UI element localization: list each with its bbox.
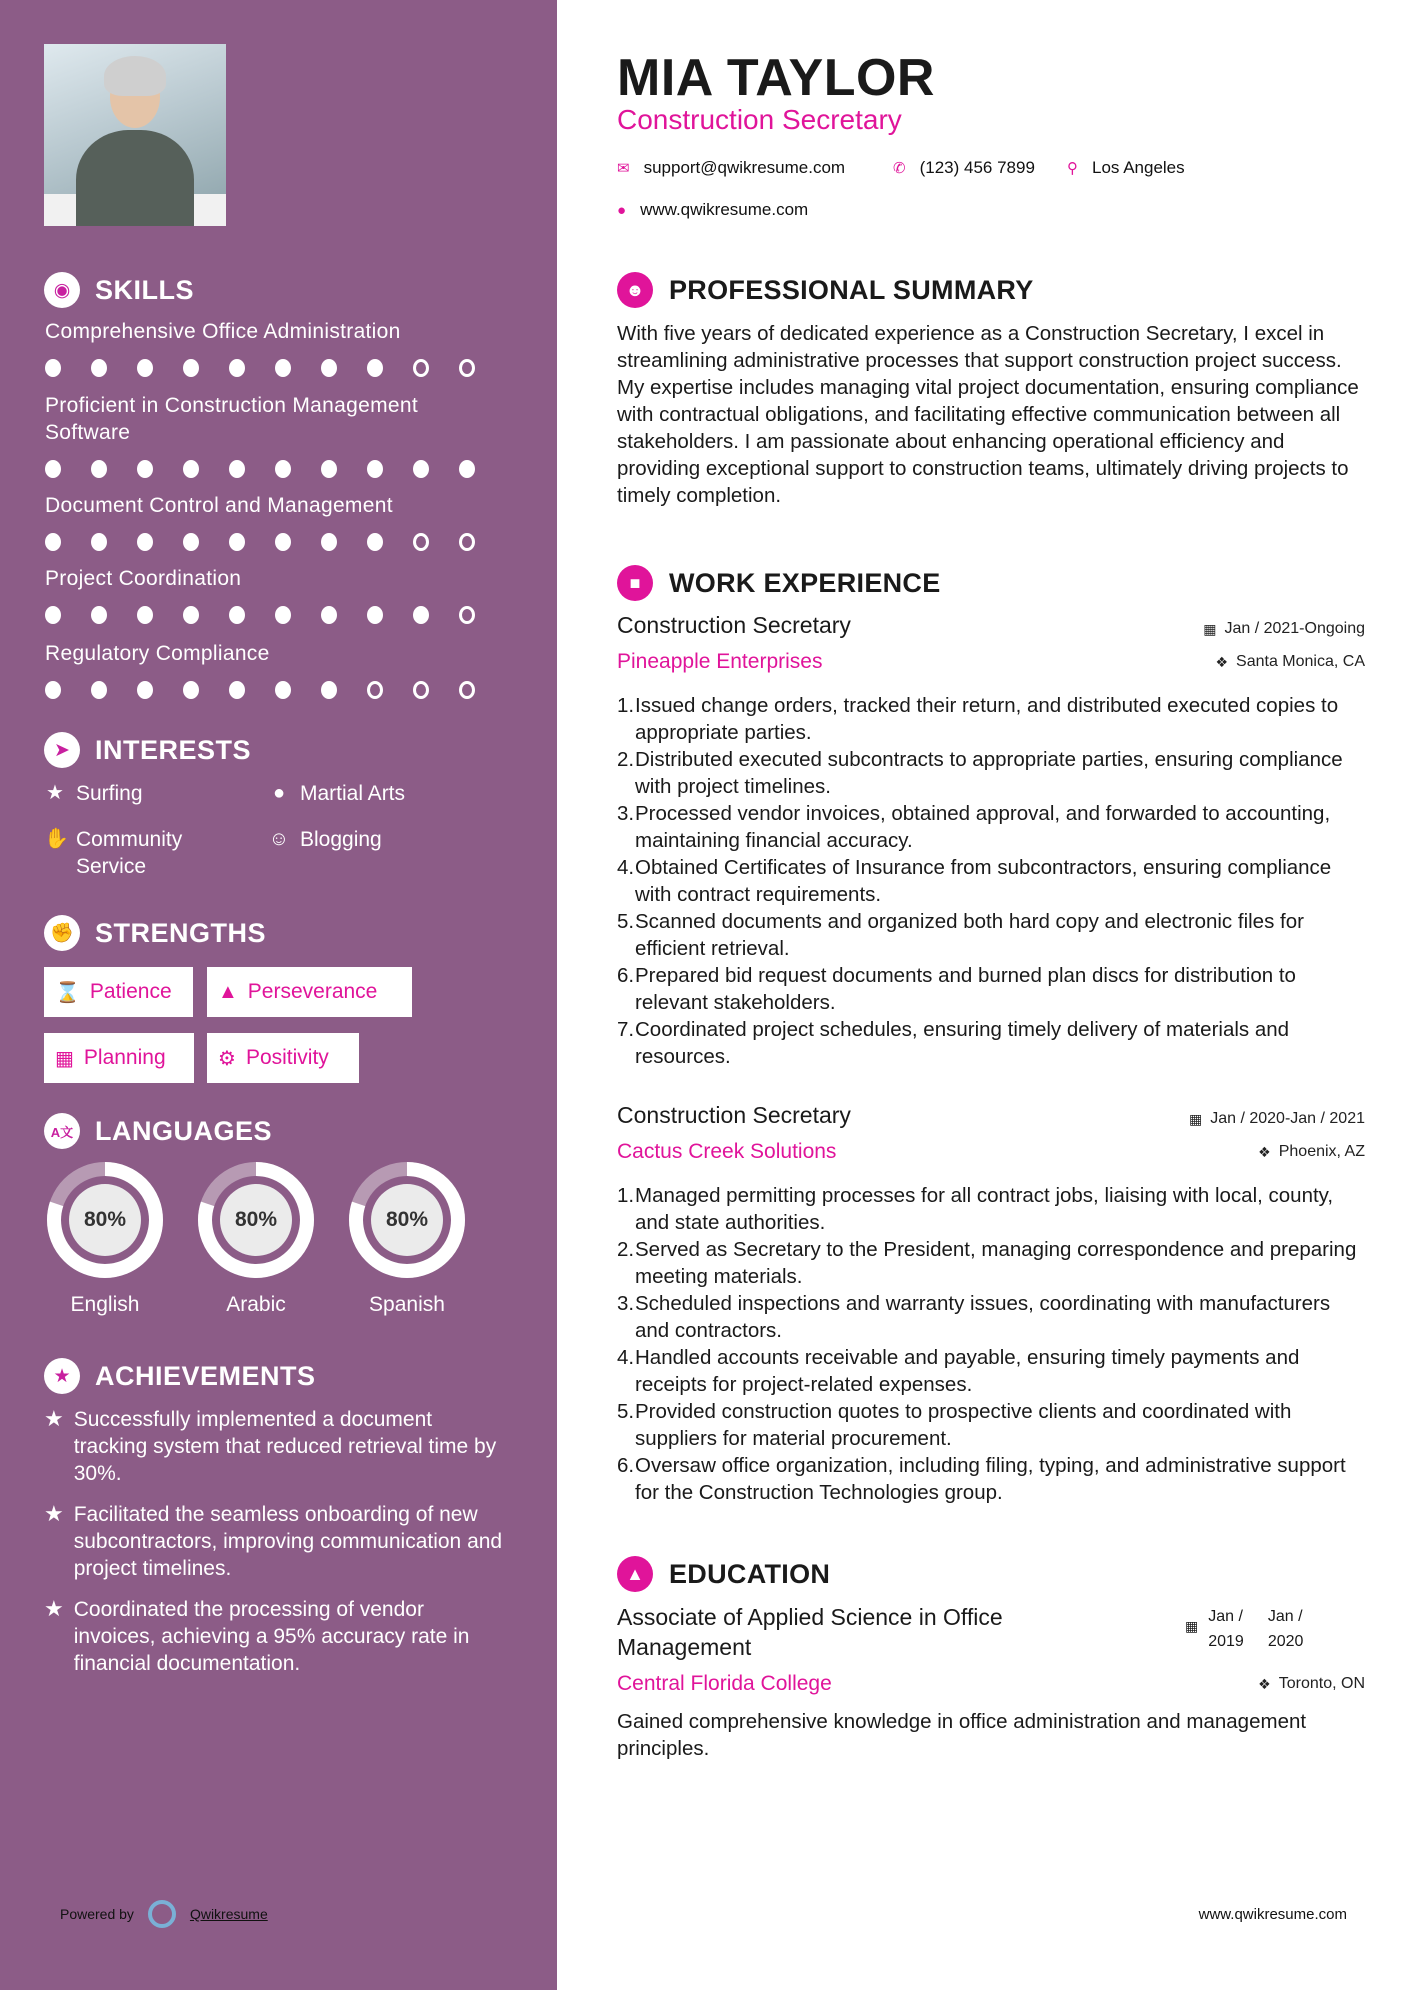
- list-item: [617, 1290, 1367, 1344]
- star-icon: ★: [46, 782, 64, 804]
- rating-dot-empty: [413, 359, 429, 377]
- strength-badge: ⚙ Positivity: [207, 1033, 359, 1083]
- list-text: Managed permitting processes for all contract jobs, liaising with local, county, and state authorities.: [635, 1184, 1334, 1234]
- job-bullets: [617, 692, 1367, 1070]
- rating-dot-filled: [91, 533, 107, 551]
- rating-dot-filled: [45, 359, 61, 377]
- list-text: Processed vendor invoices, obtained approval, and forwarded to accounting, maintaining financial accuracy.: [635, 802, 1331, 852]
- list-text: Coordinated project schedules, ensuring timely delivery of materials and resources.: [635, 1018, 1290, 1068]
- rating-dot-filled: [229, 533, 245, 551]
- qwikresume-logo-icon: [148, 1900, 176, 1928]
- language-name: English: [70, 1293, 140, 1316]
- list-text: Distributed executed subcontracts to appropriate parties, ensuring compliance with project timelines.: [635, 748, 1343, 798]
- job-company: Pineapple Enterprises: [617, 650, 823, 673]
- skill-rating: [45, 460, 505, 478]
- list-number: 3.: [617, 802, 635, 825]
- strength-badge: ▦ Planning: [44, 1033, 194, 1083]
- skill-rating: [45, 359, 505, 377]
- skill-name: Proficient in Construction Management Software: [45, 394, 418, 444]
- sun-icon: ⚙: [218, 1047, 236, 1070]
- sidebar: [0, 0, 557, 1990]
- strength-badge: ▲ Perseverance: [207, 967, 412, 1017]
- skill-name: Comprehensive Office Administration: [45, 320, 401, 343]
- strength-badge: ⌛ Patience: [44, 967, 193, 1017]
- fist-icon: ✊: [44, 915, 80, 951]
- achievement-item: ★ Coordinated the processing of vendor invoices, achieving a 95% accuracy rate in financial documentation.: [44, 1596, 470, 1675]
- achievement-item: ★ Successfully implemented a document tracking system that reduced retrieval time by 30%.: [44, 1406, 497, 1485]
- contact-phone[interactable]: ✆ (123) 456 7899: [893, 158, 1035, 177]
- job-company: Cactus Creek Solutions: [617, 1140, 837, 1163]
- skill-name: Project Coordination: [45, 567, 242, 590]
- rating-dot-filled: [321, 533, 337, 551]
- list-text: Provided construction quotes to prospective clients and coordinated with suppliers for material procurement.: [635, 1400, 1292, 1450]
- powered-by: Powered by Qwikresume: [60, 1900, 268, 1928]
- star-icon: ★: [44, 1406, 64, 1431]
- rating-dot-filled: [137, 681, 153, 699]
- rating-dot-empty: [413, 533, 429, 551]
- rating-dot-filled: [229, 359, 245, 377]
- paper-plane-icon: ➤: [44, 732, 80, 768]
- list-item: [617, 854, 1367, 908]
- rating-dot-filled: [413, 606, 429, 624]
- skill-item: [45, 318, 505, 377]
- list-text: Obtained Certificates of Insurance from subcontractors, ensuring compliance with contract requirements.: [635, 856, 1332, 906]
- interest-item: ● Martial Arts: [268, 780, 405, 807]
- candidate-role: Construction Secretary: [617, 104, 902, 135]
- star-badge-icon: ★: [44, 1358, 80, 1394]
- rating-dot-filled: [367, 533, 383, 551]
- rating-dot-filled: [183, 681, 199, 699]
- rating-dot-filled: [45, 606, 61, 624]
- rating-dot-filled: [275, 533, 291, 551]
- calendar-icon: ▦: [1185, 1618, 1199, 1634]
- list-item: [617, 1236, 1367, 1290]
- list-number: 6.: [617, 964, 635, 987]
- language-name: Arabic: [226, 1293, 286, 1316]
- list-text: Issued change orders, tracked their return, and distributed executed copies to appropriate parties.: [635, 694, 1339, 744]
- list-number: 1.: [617, 1184, 635, 1207]
- rating-dot-filled: [91, 606, 107, 624]
- rating-dot-filled: [45, 533, 61, 551]
- rating-dot-filled: [275, 460, 291, 478]
- skill-item: [45, 565, 505, 624]
- rating-dot-filled: [229, 460, 245, 478]
- job-title: Construction Secretary: [617, 1102, 851, 1128]
- rating-dot-filled: [275, 606, 291, 624]
- language-name: Spanish: [369, 1293, 445, 1316]
- rating-dot-filled: [91, 681, 107, 699]
- calendar-icon: ▦: [55, 1047, 74, 1070]
- contact-email[interactable]: ✉ support@qwikresume.com: [617, 158, 846, 177]
- rating-dot-filled: [275, 681, 291, 699]
- list-item: [617, 908, 1367, 962]
- skill-name: Document Control and Management: [45, 494, 393, 517]
- job-dates: ▦ Jan / 2021-Ongoing: [1203, 620, 1365, 637]
- rating-dot-filled: [137, 460, 153, 478]
- globe-icon: ●: [617, 201, 627, 219]
- summary-text: With five years of dedicated experience as a Construction Secretary, I excel in streamlining administrative processes that support construction project success. My expertise includes managing vital project documentation, ensuring compliance with contractual obligations, and facilitating effective communication between all stakeholders. I am passionate about enhancing operational efficiency and providing exceptional support to construction teams, ultimately driving projects to timely completion.: [617, 322, 1359, 507]
- users-icon: ☺: [268, 828, 290, 850]
- star-icon: ★: [44, 1501, 64, 1526]
- education-location: ❖ Toronto, ON: [1258, 1675, 1365, 1692]
- interest-item: ★ Surfing: [44, 780, 143, 807]
- language-icon: A文: [44, 1113, 80, 1149]
- skill-name: Regulatory Compliance: [45, 642, 270, 665]
- list-number: 4.: [617, 1346, 635, 1369]
- list-number: 5.: [617, 910, 635, 933]
- rating-dot-filled: [137, 359, 153, 377]
- briefcase-icon: ■: [617, 565, 653, 601]
- list-item: [617, 800, 1367, 854]
- skill-item: [45, 492, 505, 551]
- rating-dot-filled: [367, 606, 383, 624]
- rating-dot-filled: [45, 460, 61, 478]
- language-percent: 80%: [234, 1208, 278, 1231]
- skill-item: [45, 640, 505, 699]
- education-heading: ▲ EDUCATION: [617, 1556, 830, 1592]
- list-text: Oversaw office organization, including filing, typing, and administrative support for the Construction Technologies group.: [635, 1454, 1346, 1504]
- job-location: ❖ Santa Monica, CA: [1215, 653, 1365, 670]
- phone-icon: ✆: [893, 160, 906, 177]
- contact-website[interactable]: ● www.qwikresume.com: [617, 200, 809, 219]
- profile-photo: [44, 44, 226, 226]
- list-number: 2.: [617, 1238, 635, 1261]
- rating-dot-empty: [459, 681, 475, 699]
- job-bullets: [617, 1182, 1367, 1506]
- skill-rating: [45, 533, 505, 551]
- list-number: 6.: [617, 1454, 635, 1477]
- rating-dot-filled: [137, 533, 153, 551]
- rating-dot-filled: [91, 359, 107, 377]
- list-item: [617, 1344, 1367, 1398]
- rating-dot-empty: [459, 359, 475, 377]
- list-item: [617, 692, 1367, 746]
- list-text: Scanned documents and organized both hard copy and electronic files for efficient retrieval.: [635, 910, 1304, 960]
- list-number: 3.: [617, 1292, 635, 1315]
- language-percent: 80%: [385, 1208, 429, 1231]
- globe-icon: ●: [272, 782, 286, 804]
- list-item: [617, 1452, 1367, 1506]
- rating-dot-filled: [137, 606, 153, 624]
- hand-icon: ✋: [44, 828, 69, 850]
- calendar-icon: ▦: [1203, 620, 1217, 637]
- star-icon: ★: [44, 1596, 64, 1621]
- strengths-heading: ✊ STRENGTHS: [44, 915, 266, 951]
- rating-dot-filled: [229, 606, 245, 624]
- skill-rating: [45, 606, 505, 624]
- lightbulb-icon: ◉: [44, 272, 80, 308]
- list-item: [617, 1398, 1367, 1452]
- list-number: 4.: [617, 856, 635, 879]
- education-dates: ▦ Jan / 2019 Jan / 2020: [1185, 1604, 1303, 1654]
- list-text: Handled accounts receivable and payable, ensuring timely payments and receipts for project-related expenses.: [635, 1346, 1300, 1396]
- pin-icon: ❖: [1258, 1675, 1271, 1692]
- main-content: [557, 0, 1407, 1990]
- rating-dot-filled: [367, 359, 383, 377]
- rating-dot-filled: [459, 460, 475, 478]
- qwikresume-link[interactable]: Qwikresume: [189, 1906, 268, 1922]
- language-item: [44, 1159, 166, 1317]
- rating-dot-filled: [45, 681, 61, 699]
- hourglass-icon: ⌛: [55, 981, 80, 1004]
- interests-heading: ➤ INTERESTS: [44, 732, 251, 768]
- language-percent: 80%: [83, 1208, 127, 1231]
- rating-dot-filled: [275, 359, 291, 377]
- rating-dot-empty: [459, 606, 475, 624]
- contact-location: ⚲ Los Angeles: [1067, 158, 1185, 177]
- rating-dot-filled: [183, 533, 199, 551]
- rating-dot-filled: [413, 460, 429, 478]
- job-title: Construction Secretary: [617, 612, 851, 638]
- achievements-heading: ★ ACHIEVEMENTS: [44, 1358, 316, 1394]
- list-number: 1.: [617, 694, 635, 717]
- rating-dot-filled: [183, 359, 199, 377]
- pin-icon: ❖: [1215, 653, 1229, 670]
- rating-dot-filled: [183, 606, 199, 624]
- user-icon: ☻: [617, 272, 653, 308]
- languages-heading: A文 LANGUAGES: [44, 1113, 272, 1149]
- skill-rating: [45, 681, 505, 699]
- skills-heading: ◉ SKILLS: [44, 272, 194, 308]
- list-text: Prepared bid request documents and burned plan discs for distribution to relevant stakeholders.: [635, 964, 1296, 1014]
- list-item: [617, 1182, 1367, 1236]
- list-number: 5.: [617, 1400, 635, 1423]
- skill-item: [45, 392, 505, 478]
- experience-heading: ■ WORK EXPERIENCE: [617, 565, 941, 601]
- rating-dot-filled: [321, 606, 337, 624]
- candidate-name: MIA TAYLOR: [617, 49, 935, 107]
- list-text: Served as Secretary to the President, managing correspondence and preparing meeting materials.: [635, 1238, 1357, 1288]
- footer-website-link[interactable]: www.qwikresume.com: [1198, 1906, 1347, 1923]
- education-degree: Associate of Applied Science in Office Management: [617, 1604, 1003, 1660]
- pin-icon: ❖: [1258, 1143, 1271, 1160]
- list-item: [617, 1016, 1367, 1070]
- list-text: Scheduled inspections and warranty issues, coordinating with manufacturers and contractors.: [635, 1292, 1331, 1342]
- rating-dot-filled: [229, 681, 245, 699]
- calendar-icon: ▦: [1188, 1110, 1203, 1127]
- list-item: [617, 962, 1367, 1016]
- rating-dot-filled: [321, 359, 337, 377]
- language-item: [195, 1159, 317, 1317]
- rating-dot-filled: [321, 681, 337, 699]
- rating-dot-filled: [91, 460, 107, 478]
- rating-dot-empty: [367, 681, 383, 699]
- mountain-icon: ▲: [218, 980, 238, 1003]
- list-number: 7.: [617, 1018, 635, 1041]
- education-school: Central Florida College: [617, 1672, 832, 1695]
- summary-heading: ☻ PROFESSIONAL SUMMARY: [617, 272, 1034, 308]
- job-dates: ▦ Jan / 2020-Jan / 2021: [1188, 1110, 1365, 1127]
- rating-dot-filled: [321, 460, 337, 478]
- list-item: [617, 746, 1367, 800]
- rating-dot-filled: [367, 460, 383, 478]
- graduation-cap-icon: ▲: [617, 1556, 653, 1592]
- envelope-icon: ✉: [617, 160, 630, 177]
- language-item: [346, 1159, 468, 1317]
- interest-item: ☺ Blogging: [268, 828, 382, 851]
- rating-dot-empty: [459, 533, 475, 551]
- education-description: Gained comprehensive knowledge in office administration and management principles.: [617, 1710, 1307, 1760]
- list-number: 2.: [617, 748, 635, 771]
- achievement-item: ★ Facilitated the seamless onboarding of new subcontractors, improving communication and project timelines.: [44, 1501, 503, 1580]
- rating-dot-empty: [413, 681, 429, 699]
- job-location: ❖ Phoenix, AZ: [1258, 1143, 1365, 1160]
- interest-item: ✋ Community Service: [44, 828, 183, 878]
- rating-dot-filled: [183, 460, 199, 478]
- map-pin-icon: ⚲: [1067, 160, 1078, 177]
